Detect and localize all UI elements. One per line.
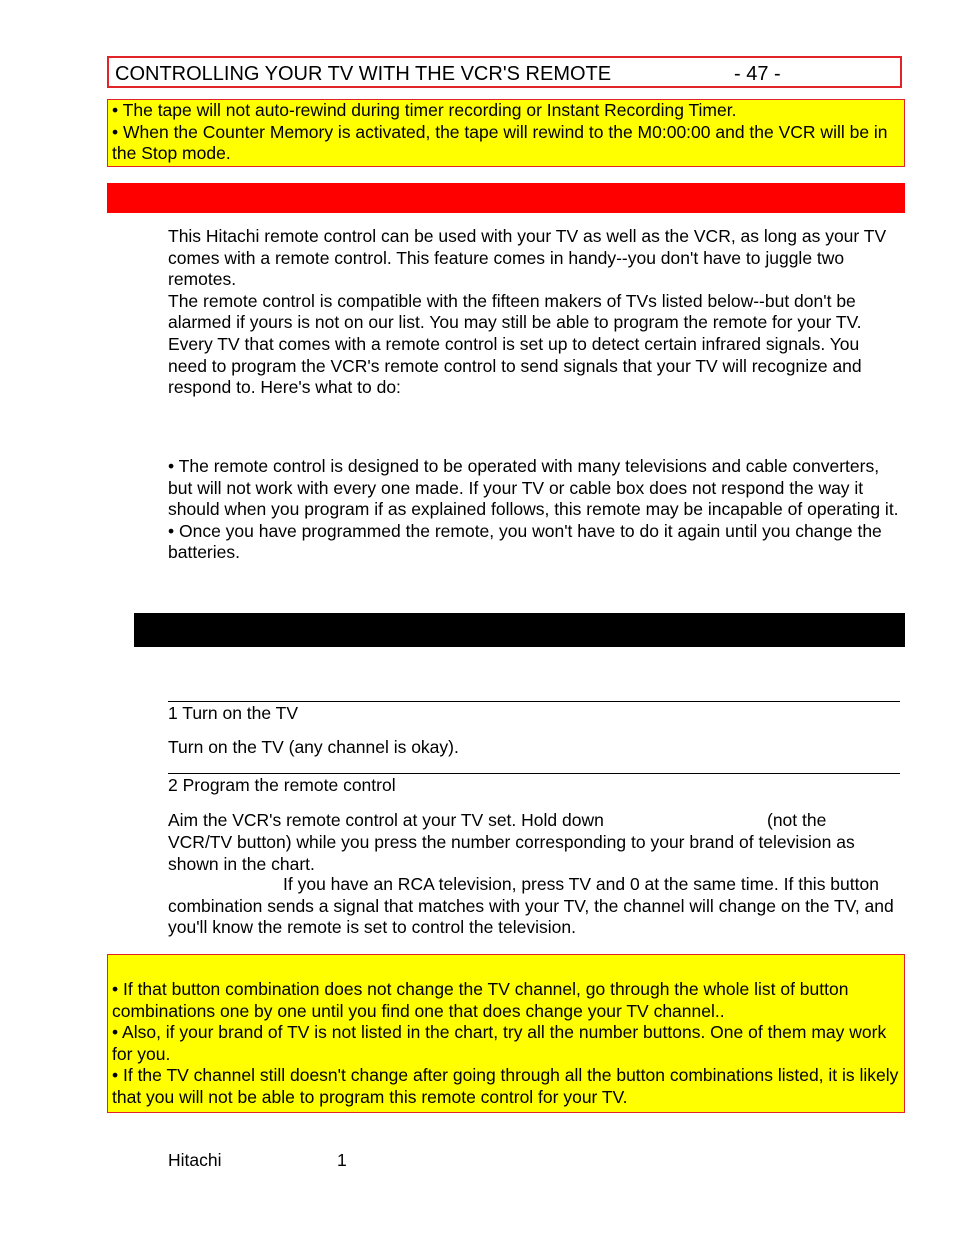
- step-1-body: Turn on the TV (any channel is okay).: [168, 737, 459, 757]
- section-heading-bar: [107, 183, 905, 213]
- bottom-note: [107, 954, 905, 1113]
- step-2-example: If you have an RCA television, press TV and 0 at the same time. If this button combination sends a signal that matches with your TV, the channel will change on the TV, and you'll know the remote is set to control the television.: [168, 874, 894, 938]
- step-1-title: 1 Turn on the TV: [168, 703, 299, 723]
- step-2-title: 2 Program the remote control: [168, 775, 396, 795]
- note-paragraph: • Once you have programmed the remote, you won't have to do it again until you change the batteries.: [168, 520, 882, 563]
- step-divider: [168, 773, 900, 774]
- intro-text: [168, 226, 903, 399]
- step-2-body-rest: VCR/TV button) while you press the number corresponding to your brand of television as shown in the chart.: [168, 832, 855, 874]
- page-title: CONTROLLING YOUR TV WITH THE VCR'S REMOTE: [115, 63, 612, 85]
- subsection-heading-bar: [134, 613, 905, 647]
- note-line: • Also, if your brand of TV is not listed in the chart, try all the number buttons. One of them may work for you.: [112, 1022, 887, 1064]
- intro-paragraph: Every TV that comes with a remote control is set up to detect certain infrared signals. You need to program the VCR's remote control to send signals that your TV will recognize and respond to. Here's what to do:: [168, 333, 862, 398]
- notes-text: [168, 456, 903, 564]
- note-line: • If that button combination does not change the TV channel, go through the whole list of button combinations one by one until you find one that does change your TV channel..: [112, 979, 849, 1021]
- page-header: [107, 56, 902, 88]
- intro-paragraph: This Hitachi remote control can be used with your TV as well as the VCR, as long as your TV comes with a remote control. This feature comes in handy--you don't have to juggle two remotes.: [168, 226, 887, 290]
- top-note: [107, 99, 905, 167]
- step-2-body-line1-end: (not the: [767, 810, 827, 830]
- note-line: • If the TV channel still doesn't change after going through all the button combinations listed, it is likely that you will not be able to program this remote control for your TV.: [112, 1065, 899, 1107]
- intro-paragraph: The remote control is compatible with the fifteen makers of TVs listed below--but don't be alarmed if yours is not on our list. You may still be able to program the remote for your TV.: [168, 290, 862, 333]
- page-number: - 47 -: [734, 63, 781, 85]
- chart-code: 1: [337, 1150, 347, 1170]
- step-divider: [168, 701, 900, 702]
- step-2-body-line1: Aim the VCR's remote control at your TV set. Hold down: [168, 810, 604, 830]
- note-paragraph: • The remote control is designed to be operated with many televisions and cable converters, but will not work with every one made. If your TV or cable box does not respond the way it should when you program if as explained follows, this remote may be incapable of operating it.: [168, 456, 899, 520]
- note-line: • When the Counter Memory is activated, the tape will rewind to the M0:00:00 and the VCR will be in the Stop mode.: [112, 121, 888, 164]
- note-line: • The tape will not auto-rewind during timer recording or Instant Recording Timer.: [112, 100, 737, 120]
- chart-brand: Hitachi: [168, 1150, 222, 1170]
